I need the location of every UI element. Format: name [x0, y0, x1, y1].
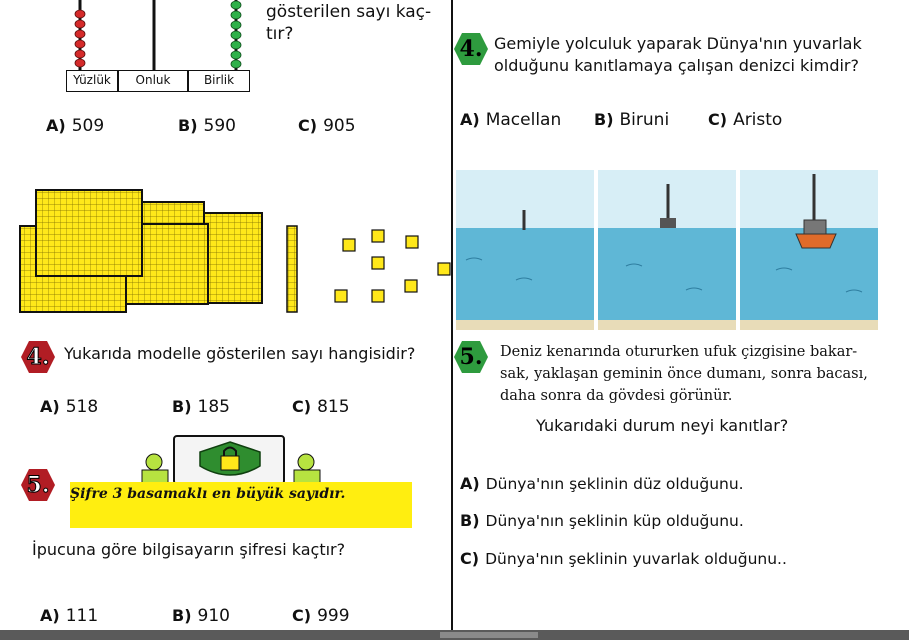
left-q5-option-c[interactable]: C) 999 [292, 606, 350, 626]
right-q5-line3: daha sonra da gövdesi görünür. [500, 388, 733, 404]
panel-2 [598, 170, 736, 330]
right-q5-option-a[interactable]: A) Dünya'nın şeklinin düz olduğunu. [460, 474, 744, 493]
right-q4-option-a[interactable]: A) Macellan [460, 110, 562, 130]
base-ten-blocks [18, 186, 452, 318]
right-q4-line2: olduğunu kanıtlamaya çalışan denizci kimdir? [494, 56, 859, 75]
right-q5-line1: Deniz kenarında otururken ufuk çizgisine bakar- [500, 344, 858, 360]
panel-3 [740, 170, 878, 330]
abacus-base [66, 70, 250, 92]
abacus-rods [66, 0, 250, 70]
right-q4-badge: 4. [453, 32, 489, 66]
left-q5-badge: 5. [20, 468, 56, 502]
column-divider [451, 0, 453, 640]
right-q5-option-b[interactable]: B) Dünya'nın şeklinin küp olduğunu. [460, 511, 744, 530]
right-q4-option-b[interactable]: B) Biruni [594, 110, 670, 130]
q3-text-line1: gösterilen sayı kaç- [266, 2, 432, 22]
left-q4-badge: 4. [20, 340, 56, 374]
right-q4-line1: Gemiyle yolculuk yaparak Dünya'nın yuvarlak [494, 34, 862, 53]
abacus-label-hundreds: Yüzlük [73, 73, 111, 87]
q5-password-banner [70, 482, 412, 528]
right-q5-line2: sak, yaklaşan geminin önce dumanı, sonra bacası, [500, 366, 868, 382]
left-q5-option-b[interactable]: B) 910 [172, 606, 230, 626]
right-q5-option-c[interactable]: C) Dünya'nın şeklinin yuvarlak olduğunu.. [460, 549, 787, 568]
viewer-scrollbar[interactable] [0, 630, 909, 640]
ship-horizon-illustration [456, 170, 878, 330]
left-q4-option-c[interactable]: C) 815 [292, 397, 350, 417]
right-q4-option-c[interactable]: C) Aristo [708, 110, 783, 130]
q3-option-c[interactable]: C) 905 [298, 116, 356, 136]
left-q5-text: İpucuna göre bilgisayarın şifresi kaçtır? [32, 540, 346, 559]
right-q5-badge: 5. [453, 340, 489, 374]
abacus-label-tens: Onluk [135, 73, 171, 87]
scroll-thumb[interactable] [440, 632, 538, 638]
abacus [66, 0, 250, 92]
right-q5-question: Yukarıdaki durum neyi kanıtlar? [536, 416, 789, 435]
q5-banner-text: Şifre 3 basamaklı en büyük sayıdır. [70, 486, 346, 502]
q3-option-b[interactable]: B) 590 [178, 116, 236, 136]
q3-text-line2: tır? [266, 24, 294, 44]
left-q4-text: Yukarıda modelle gösterilen sayı hangisidir? [64, 344, 416, 363]
left-q4-option-b[interactable]: B) 185 [172, 397, 230, 417]
abacus-label-ones: Birlik [203, 73, 235, 87]
left-q4-option-a[interactable]: A) 518 [40, 397, 99, 417]
panel-1 [456, 170, 594, 330]
left-q5-option-a[interactable]: A) 111 [40, 606, 99, 626]
q3-option-a[interactable]: A) 509 [46, 116, 105, 136]
